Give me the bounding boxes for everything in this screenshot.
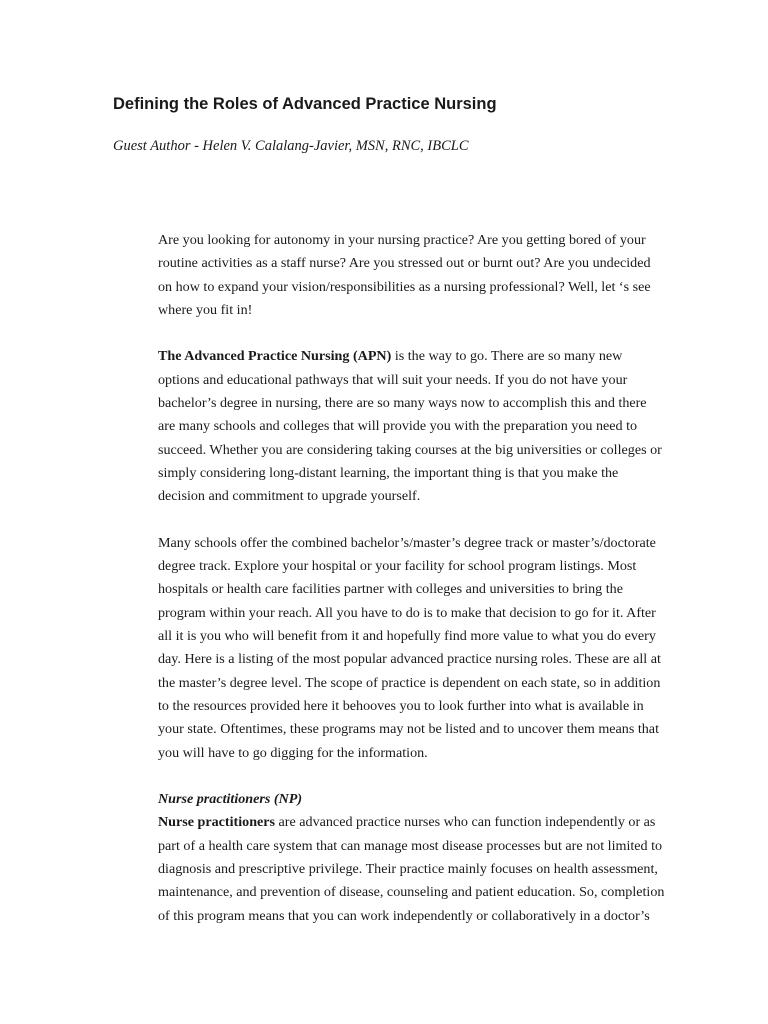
text-line: to the resources provided here it behooves you to look further into what is available in (158, 697, 644, 714)
text-line: all it is you who will benefit from it and hopefully find more value to what you do every (158, 628, 656, 645)
text-line: are many schools and colleges that will provide you with the preparation you need to (158, 418, 638, 435)
text-line: succeed. Whether you are considering taking courses at the big universities or colleges or (158, 441, 662, 458)
text-line: Are you looking for autonomy in your nursing practice? Are you getting bored of your (158, 232, 646, 248)
text-line: routine activities as a staff nurse? Are you stressed out or burnt out? Are you undecided (158, 255, 651, 272)
document-title: Defining the Roles of Advanced Practice Nursing (113, 95, 497, 113)
author-line: Guest Author - Helen V. Calalang-Javier, MSN, RNC, IBCLC (113, 138, 469, 154)
paragraph-programs (158, 532, 662, 765)
text-fragment: is the way to go. There are so many new (391, 348, 623, 365)
text-line: on how to expand your vision/responsibilities as a nursing professional? Well, let ‘s see (158, 278, 651, 295)
text-line: maintenance, and prevention of disease, counseling and patient education. So, completion (158, 884, 665, 901)
text-line: decision and commitment to upgrade yourself. (158, 488, 421, 505)
text-line: your state. Oftentimes, these programs may not be listed and to uncover them means that (158, 721, 659, 738)
text-line: of this program means that you can work independently or collaboratively in a doctor’s (158, 907, 650, 924)
text-line: hospitals or health care facilities partner with colleges and universities to bring the (158, 581, 623, 598)
paragraph-apn (158, 345, 662, 508)
apn-term: The Advanced Practice Nursing (APN) (158, 348, 392, 365)
document-body (158, 229, 665, 928)
text-line (158, 811, 662, 834)
text-line: where you fit in! (158, 301, 253, 318)
np-term: Nurse practitioners (158, 814, 276, 831)
text-line: degree track. Explore your hospital or your facility for school program listings. Most (158, 558, 637, 575)
text-fragment: are advanced practice nurses who can function independently or as (275, 814, 656, 831)
paragraph-intro (158, 229, 662, 322)
text-line: simply considering long-distant learning, the important thing is that you make the (158, 464, 619, 481)
text-line: Many schools offer the combined bachelor’s/master’s degree track or master’s/doctorate (158, 534, 656, 551)
text-line: part of a health care system that can manage most disease processes but are not limited to (158, 837, 663, 854)
text-line: the master’s degree level. The scope of practice is dependent on each state, so in addition (158, 674, 661, 691)
text-line: options and educational pathways that will suit your needs. If you do not have your (158, 371, 628, 388)
text-line: program within your reach. All you have to do is to make that decision to go for it. After (158, 604, 656, 621)
text-line (158, 345, 662, 368)
text-line: diagnosis and prescriptive privilege. Their practice mainly focuses on health assessment, (158, 861, 658, 878)
section-heading-nurse-practitioners: Nurse practitioners (NP) (158, 791, 303, 808)
text-line: day. Here is a listing of the most popular advanced practice nursing roles. These are all at (158, 651, 661, 668)
text-line: you will have to go digging for the information. (158, 744, 428, 761)
text-line: bachelor’s degree in nursing, there are so many ways now to accomplish this and there (158, 395, 647, 412)
paragraph-nurse-practitioners (158, 811, 665, 927)
